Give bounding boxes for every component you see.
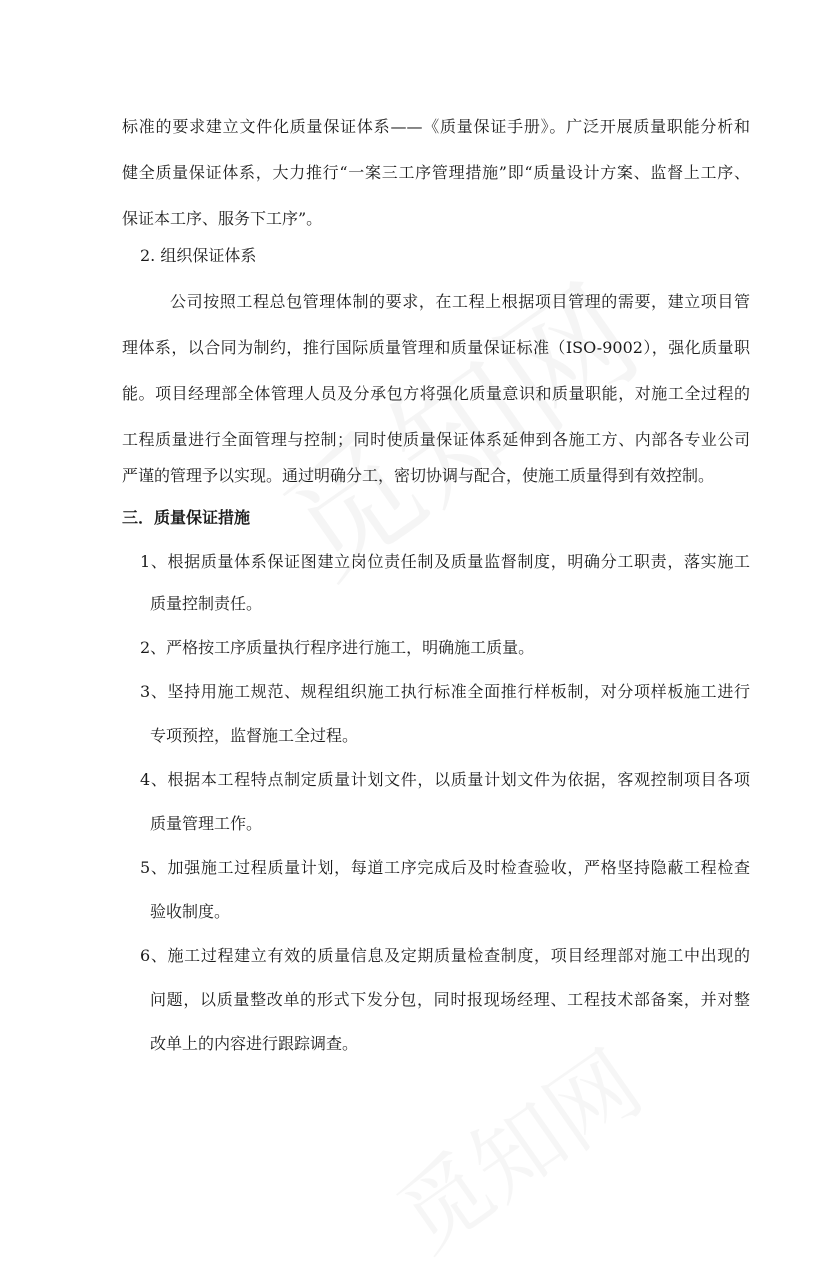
item-5-line-1: 5、加强施工过程质量计划，每道工序完成后及时检查验收，严格坚持隐蔽工程检查 (140, 858, 750, 877)
item-4-line-1: 4、根据本工程特点制定质量计划文件，以质量计划文件为依据，客观控制项目各项 (140, 770, 750, 789)
item-1-line-2: 质量控制责任。 (150, 594, 263, 613)
item-4-line-2: 质量管理工作。 (150, 814, 263, 833)
section-2-line-5: 严谨的管理予以实现。通过明确分工，密切协调与配合，使施工质量得到有效控制。 (122, 466, 715, 485)
intro-line-3: 保证本工序、服务下工序”。 (122, 209, 323, 228)
intro-line-1: 标准的要求建立文件化质量保证体系——《质量保证手册》。广泛开展质量职能分析和 (122, 117, 750, 136)
item-1-line-1: 1、根据质量体系保证图建立岗位责任制及质量监督制度，明确分工职责，落实施工 (140, 552, 750, 571)
section-3-heading: 三．质量保证措施 (122, 508, 251, 527)
intro-line-2: 健全质量保证体系，大力推行“一案三工序管理措施”即“质量设计方案、监督上工序、 (122, 163, 750, 182)
item-2-line-1: 2、严格按工序质量执行程序进行施工，明确施工质量。 (140, 638, 535, 657)
section-2-line-3: 能。项目经理部全体管理人员及分承包方将强化质量意识和质量职能，对施工全过程的 (122, 384, 750, 403)
section-2-line-1: 公司按照工程总包管理体制的要求，在工程上根据项目管理的需要，建立项目管 (170, 292, 750, 311)
item-6-line-3: 改单上的内容进行跟踪调查。 (150, 1034, 359, 1053)
item-3-line-1: 3、坚持用施工规范、规程组织施工执行标准全面推行样板制，对分项样板施工进行 (140, 682, 750, 701)
item-6-line-2: 问题，以质量整改单的形式下发分包，同时报现场经理、工程技术部备案，并对整 (150, 990, 750, 1009)
watermark-bottom (367, 1014, 663, 1275)
section-2-heading: 2. 组织保证体系 (140, 246, 257, 265)
item-5-line-2: 验收制度。 (150, 902, 231, 921)
item-6-line-1: 6、施工过程建立有效的质量信息及定期质量检查制度，项目经理部对施工中出现的 (140, 946, 750, 965)
section-2-line-4: 工程质量进行全面管理与控制；同时使质量保证体系延伸到各施工方、内部各专业公司 (122, 430, 750, 449)
section-2-line-2: 理体系，以合同为制约，推行国际质量管理和质量保证标准（ISO-9002），强化质量职 (122, 338, 750, 357)
item-3-line-2: 专项预控，监督施工全过程。 (150, 726, 359, 745)
